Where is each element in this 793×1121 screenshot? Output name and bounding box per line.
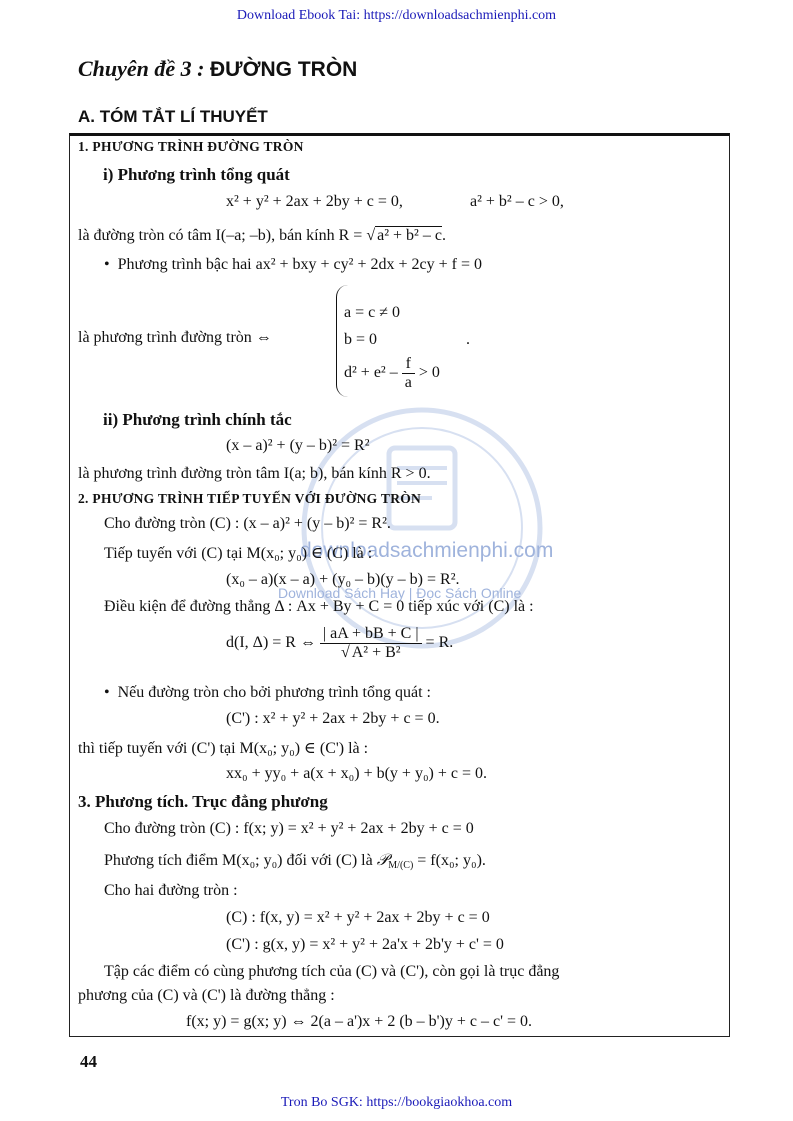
bullet-icon: • [104, 256, 118, 273]
cond-3-num: f [402, 355, 415, 374]
distance-formula [226, 625, 453, 662]
chapter-title [78, 56, 357, 82]
tangent-general: xx₀ + yy₀ + a(x + x₀) + b(y + y₀) + c = 0. [226, 765, 487, 782]
cond-end: . [466, 331, 470, 348]
eq-general-left: x² + y² + 2ax + 2by + c = 0, [226, 193, 403, 210]
cond-3-left: d² + e² – [344, 364, 398, 382]
cond-3-den: a [404, 374, 412, 391]
distance-den: √ A² + B² [340, 644, 401, 661]
tangency-condition: Điều kiện để đường thẳng Δ : Ax + By + C = 0 tiếp xúc với (C) là : [104, 598, 534, 615]
center-radius-line [78, 227, 446, 245]
power-left: Phương tích điểm M(x₀; y₀) đối với (C) là [104, 852, 377, 869]
part1-sub-ii: ii) Phương trình chính tắc [103, 410, 292, 429]
part1-heading: 1. PHƯƠNG TRÌNH ĐƯỜNG TRÒN [78, 139, 304, 154]
part2-heading: 2. PHƯƠNG TRÌNH TIẾP TUYẾN VỚI ĐƯỜNG TRÒN [78, 491, 422, 506]
radical-sign-icon: √ [366, 227, 376, 244]
cond-1: a = c ≠ 0 [344, 304, 401, 321]
tangent-eq: (x₀ – a)(x – a) + (y₀ – b)(y – b) = R². [226, 571, 460, 588]
radical-eq: f(x; y) = g(x; y) ⇔ 2(a – a')x + 2 (b – b')y + c – c' = 0. [186, 1013, 532, 1030]
part3-heading: 3. Phương tích. Trục đẳng phương [78, 792, 328, 811]
center-radical: a² + b² – c [377, 227, 442, 244]
c2-eq: (C') : g(x, y) = x² + y² + 2a'x + 2b'y + c' = 0 [226, 936, 504, 953]
center-text: là đường tròn có tâm I(–a; –b), bán kính R = [78, 227, 367, 244]
power-right: = f(x₀; y₀). [413, 852, 486, 869]
part3-given: Cho đường tròn (C) : f(x; y) = x² + y² + 2ax + 2by + c = 0 [104, 820, 474, 837]
then-text: thì tiếp tuyến với (C') tại M(x₀; y₀) ∈ (C') là : [78, 740, 369, 757]
distance-right: = R. [425, 634, 454, 652]
header-download-link[interactable]: Download Ebook Tai: https://downloadsachmienphi.com [236, 8, 557, 23]
bullet-general [104, 684, 431, 702]
cond-3-fraction [402, 355, 415, 392]
part1-sub-i: i) Phương trình tổng quát [103, 165, 290, 184]
eq-canonical: (x – a)² + (y – b)² = R² [226, 437, 370, 454]
cond-3-right: > 0 [418, 364, 440, 382]
cond-3 [344, 355, 440, 392]
distance-num: | aA + bB + C | [320, 625, 422, 644]
chapter-prefix: Chuyên đề 3 : [78, 56, 210, 81]
power-symbol: 𝒫 [376, 852, 389, 869]
distance-den-radical: A² + B² [351, 644, 401, 661]
distance-left: d(I, Δ) = R ⇔ [226, 634, 316, 652]
part2-given: Cho đường tròn (C) : (x – a)² + (y – b)² = R². [104, 515, 391, 532]
page-number: 44 [80, 1052, 97, 1071]
cond-2: b = 0 [344, 331, 378, 348]
chapter-topic: ĐƯỜNG TRÒN [210, 58, 358, 81]
bullet-second-degree [104, 256, 482, 274]
bullet-second-degree-text: Phương trình bậc hai ax² + bxy + cy² + 2dx + 2cy + f = 0 [117, 256, 482, 273]
distance-fraction [320, 625, 422, 662]
bullet-general-text: Nếu đường tròn cho bởi phương trình tổng quát : [117, 684, 431, 701]
center-end: . [441, 227, 446, 244]
radical-line-2: phương của (C) và (C') là đường thẳng : [78, 987, 335, 1004]
watermark-tagline: Download Sách Hay | Đọc Sách Online [278, 585, 522, 601]
power-of-point [104, 852, 486, 870]
two-circles: Cho hai đường tròn : [104, 882, 238, 899]
footer-sgk-link[interactable]: Tron Bo SGK: https://bookgiaokhoa.com [280, 1095, 513, 1110]
general-eq: (C') : x² + y² + 2ax + 2by + c = 0. [226, 710, 440, 727]
power-sub: M/(C) [388, 860, 414, 871]
section-a-heading: A. TÓM TẮT LÍ THUYẾT [78, 107, 268, 126]
canonical-text: là phương trình đường tròn tâm I(a; b), bán kính R > 0. [78, 465, 431, 482]
eq-general-right: a² + b² – c > 0, [470, 193, 564, 210]
condition-text: là phương trình đường tròn ⇔ [78, 329, 272, 346]
tangent-intro: Tiếp tuyến với (C) tại M(x₀; y₀) ∈ (C) là : [104, 545, 373, 562]
watermark-brand: downloadsachmienphi.com [300, 539, 554, 562]
radical-line-1: Tập các điểm có cùng phương tích của (C) và (C'), còn gọi là trục đẳng [104, 963, 560, 980]
c-eq: (C) : f(x, y) = x² + y² + 2ax + 2by + c = 0 [226, 909, 490, 926]
bullet-icon: • [104, 684, 118, 701]
